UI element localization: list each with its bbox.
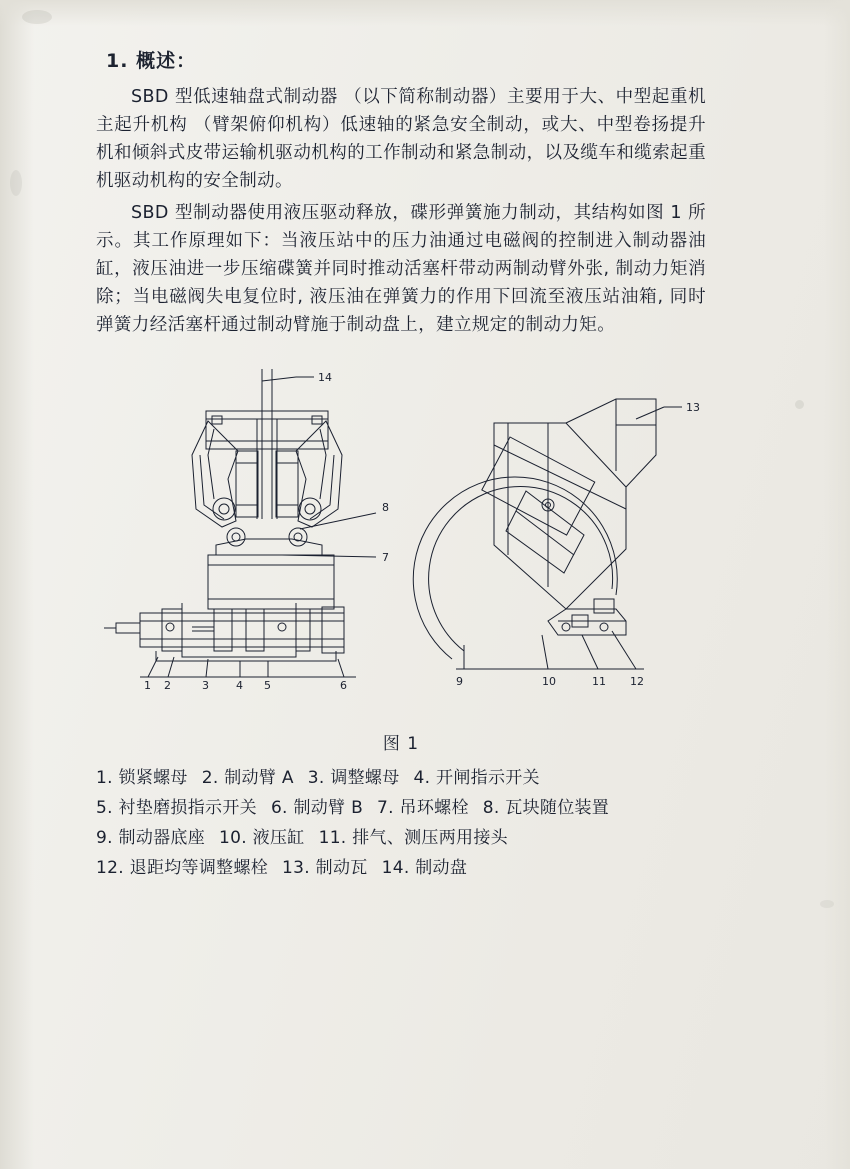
svg-text:4: 4 [236,679,243,692]
paper-speck [820,900,834,908]
page-edge-shadow-right [824,0,850,1169]
figure-caption: 图 1 [382,734,420,754]
legend-item: 14. 制动盘 [381,858,468,878]
paragraph-2: SBD 型制动器使用液压驱动释放，碟形弹簧施力制动，其结构如图 1 所示。其工作原理如下：当液压站中的压力油通过电磁阀的控制进入制动器油缸，液压油进一步压缩碟簧并同时推动活塞杆带动两制动臂外张, 制动力矩消除；当电磁阀失电复位时, 液压油在弹簧力的作用下回流至液压站油箱, 同时弹簧力经活塞杆通过制动臂施于制动盘上，建立规定的制动力矩。 [96,203,706,335]
legend-item: 10. 液压缸 [219,828,305,848]
paper-speck [10,170,22,196]
brake-assembly-drawing [96,359,706,727]
document-body [96,46,706,883]
svg-text:14: 14 [318,371,332,384]
svg-text:13: 13 [686,401,700,414]
legend-item: 5. 衬垫磨损指示开关 [96,798,257,818]
paragraph-1: SBD 型低速轴盘式制动器 （以下简称制动器）主要用于大、中型起重机主起升机构 （臂架俯仰机构）低速轴的紧急安全制动，或大、中型卷扬提升机和倾斜式皮带运输机驱动机构的工作制动和紧急制动，以及缆车和缆索起重机驱动机构的安全制动。 [96,87,706,191]
legend-item: 4. 开闸指示开关 [413,768,540,788]
legend-item: 12. 退距均等调整螺栓 [96,858,269,878]
legend-item: 1. 锁紧螺母 [96,768,188,788]
legend-item: 2. 制动臂 A [201,768,294,788]
legend-item: 3. 调整螺母 [307,768,400,788]
paper-speck [22,10,52,24]
figure-legend [96,763,706,883]
svg-text:5: 5 [264,679,271,692]
section-number: 1. [106,50,129,72]
svg-text:11: 11 [592,675,606,688]
section-heading-text: 概述： [136,50,197,72]
page-edge-shadow-top [0,0,850,26]
legend-item: 7. 吊环螺栓 [377,798,469,818]
legend-item: 13. 制动瓦 [282,858,368,878]
svg-text:1: 1 [144,679,151,692]
page-edge-shadow-left [0,0,34,1169]
legend-item: 8. 瓦块随位装置 [482,798,610,818]
legend-item: 9. 制动器底座 [96,828,206,848]
svg-text:3: 3 [202,679,209,692]
svg-text:12: 12 [630,675,644,688]
svg-text:2: 2 [164,679,171,692]
paper-speck [795,400,804,409]
legend-item: 6. 制动臂 B [270,798,364,818]
figure-1 [96,359,706,754]
svg-text:7: 7 [382,551,389,564]
svg-text:9: 9 [456,675,463,688]
svg-text:6: 6 [340,679,347,692]
svg-text:8: 8 [382,501,389,514]
page-title [106,46,706,73]
legend-item: 11. 排气、测压两用接头 [318,828,508,848]
svg-text:10: 10 [542,675,556,688]
